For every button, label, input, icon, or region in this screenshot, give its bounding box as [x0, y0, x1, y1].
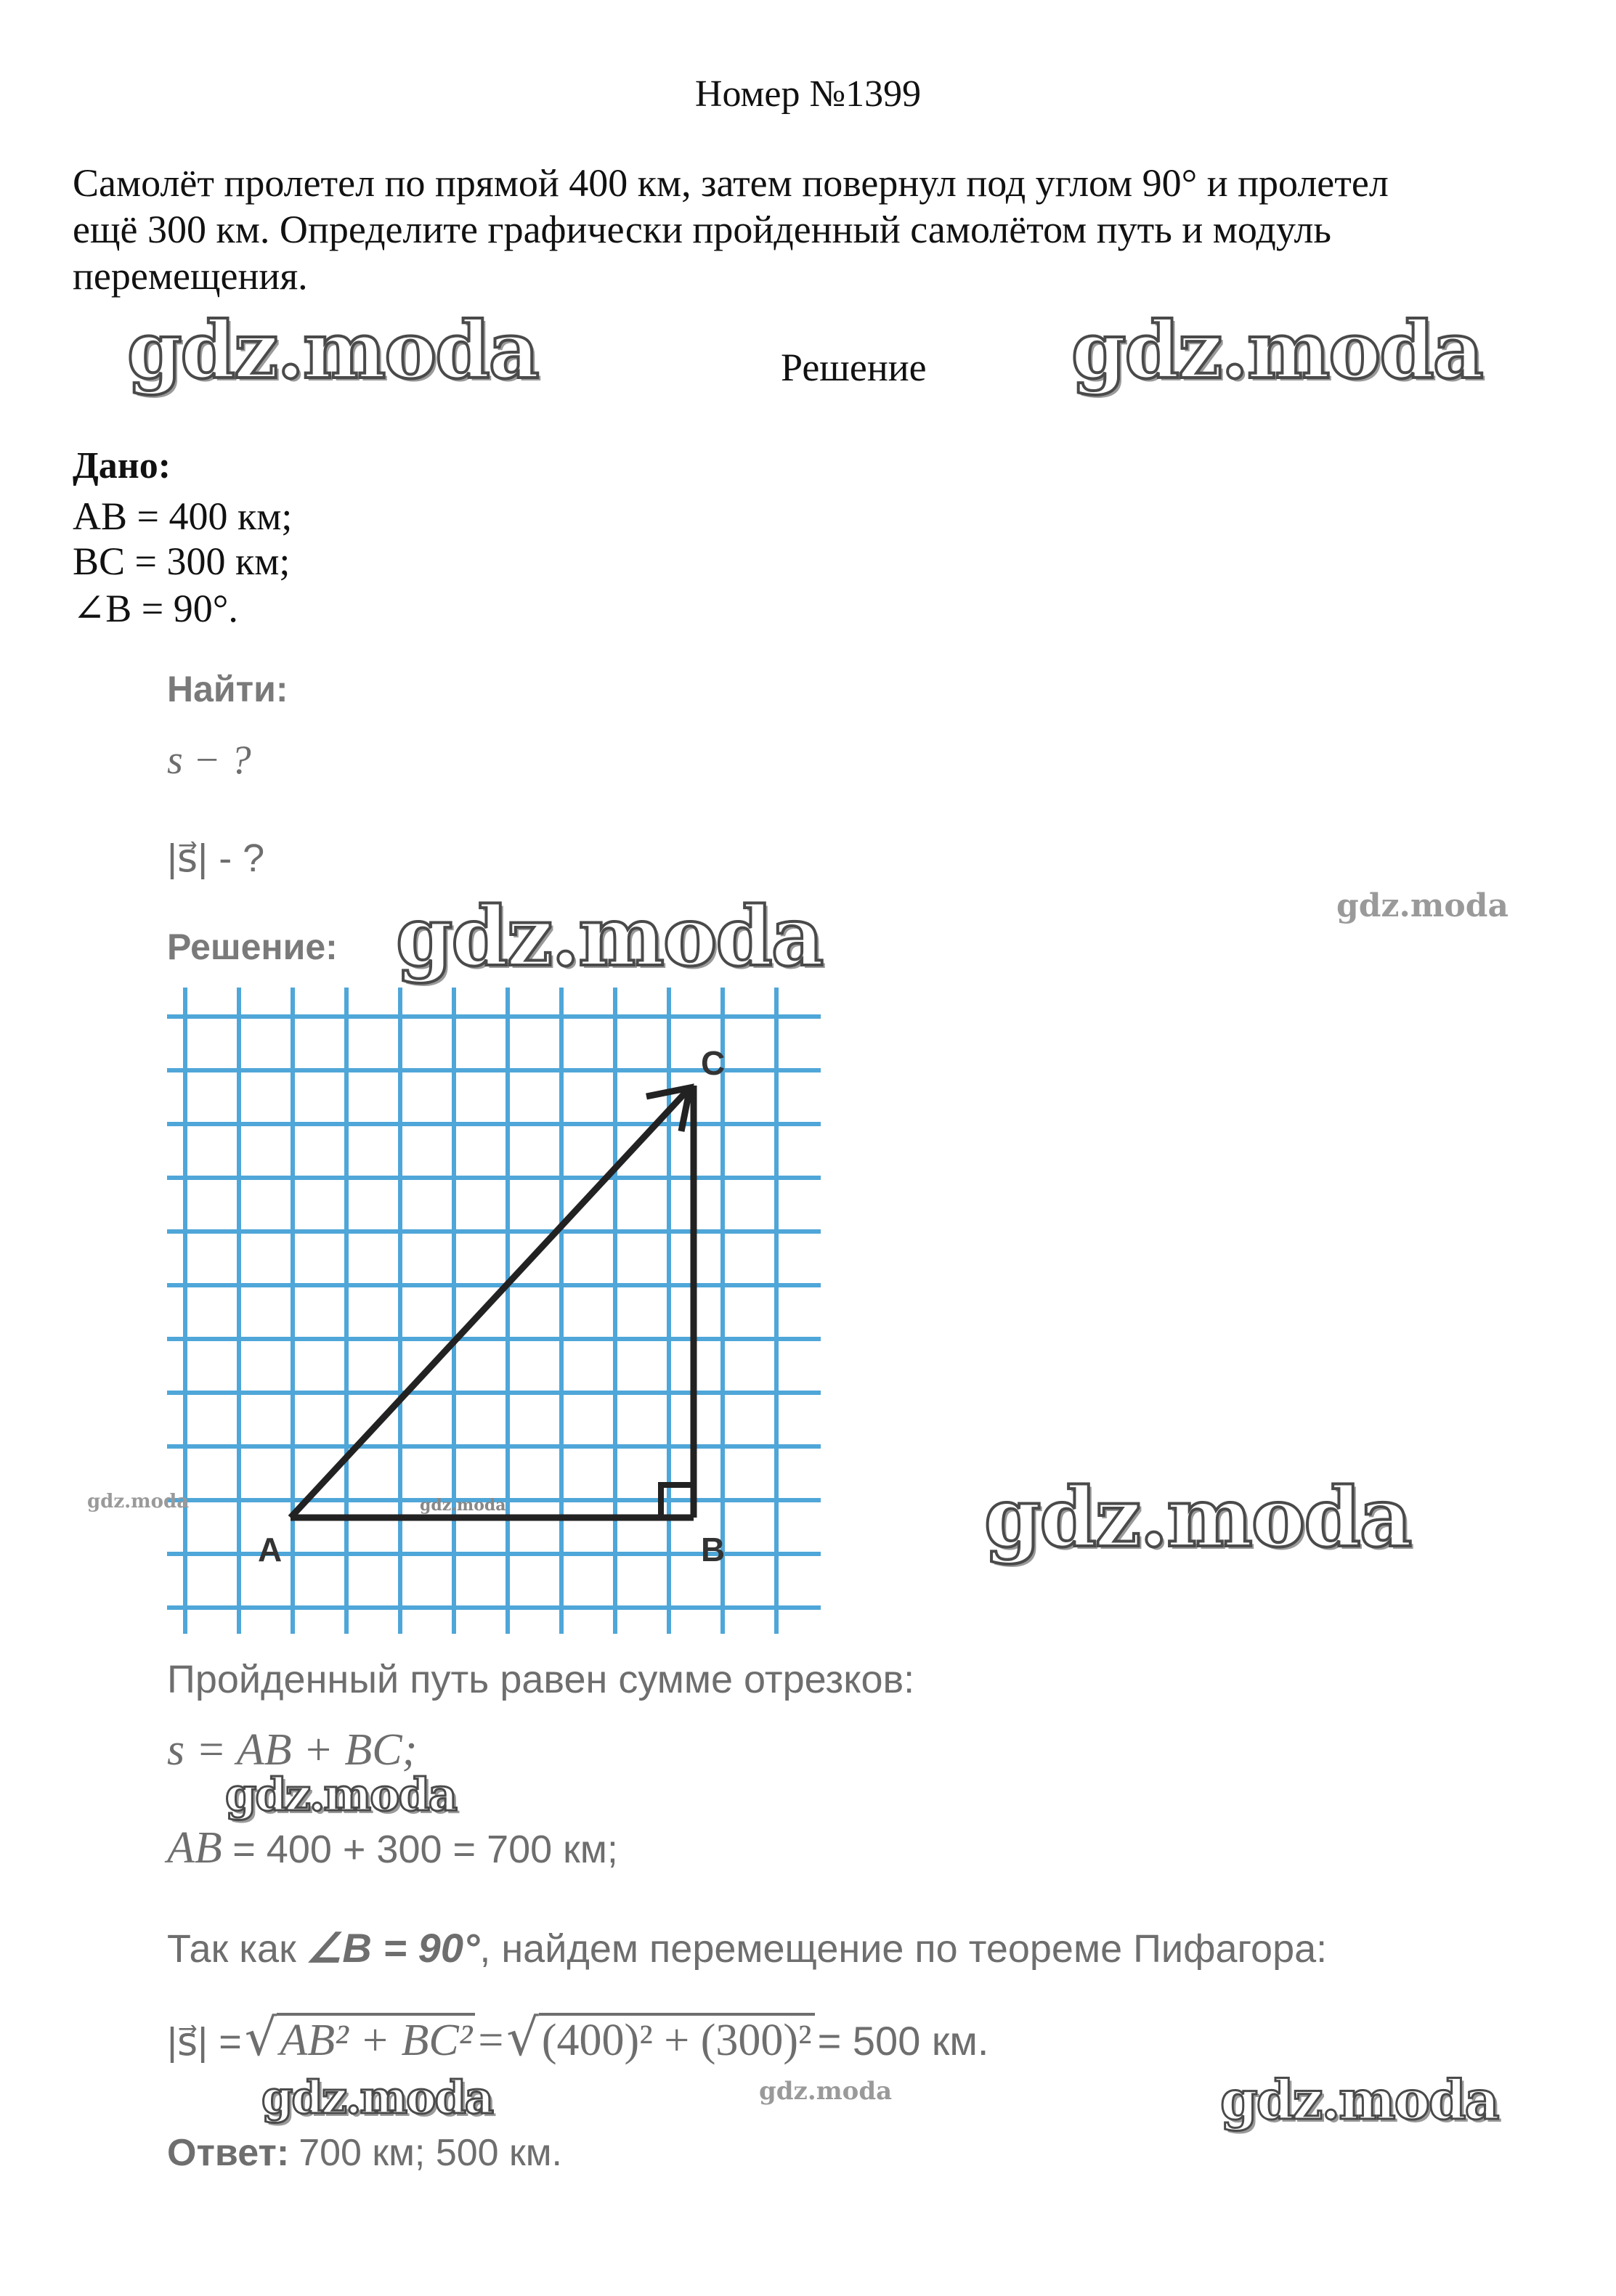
watermark-diagram-right: gdz.moda	[984, 1470, 1411, 1566]
displacement-eq: =	[478, 2016, 504, 2065]
formula-sum-rhs: = 400 + 300 = 700 км;	[232, 1828, 618, 1871]
pythagoras-pre: Так как	[167, 1927, 296, 1971]
find-displacement: |s⃗| - ?	[167, 836, 265, 880]
label-c: C	[701, 1044, 726, 1082]
given-angle: ∠B = 90°.	[73, 587, 238, 630]
vector-ac	[291, 1089, 689, 1518]
answer-text: 700 км; 500 км.	[299, 2132, 562, 2174]
answer-label: Ответ:	[167, 2132, 290, 2174]
watermark-top-right: gdz.moda	[1071, 305, 1482, 396]
solution-label: Решение:	[167, 927, 338, 967]
watermark-bottom-small: gdz.moda	[759, 2077, 893, 2106]
displacement-root-2: (400)² + (300)²	[539, 2013, 815, 2065]
find-s: s − ?	[167, 738, 251, 783]
given-bc: BC = 300 км;	[73, 540, 291, 583]
solution-header: Решение	[781, 346, 927, 389]
watermark-formula: gdz.moda	[225, 1768, 456, 1821]
problem-line-1: Самолёт пролетел по прямой 400 км, затем повернул под углом 90° и пролетел	[73, 161, 1389, 205]
page-title: Номер №1399	[694, 73, 922, 115]
formula-sum-lhs: AB	[167, 1823, 222, 1873]
watermark-small-right: gdz.moda	[1336, 887, 1509, 924]
watermark-solution: gdz.moda	[396, 890, 823, 985]
label-a: A	[258, 1531, 283, 1568]
displacement-root-1: AB² + BC²	[277, 2013, 475, 2065]
watermark-left-small: gdz.moda	[87, 1491, 190, 1513]
watermark-bottom-right: gdz.moda	[1220, 2069, 1498, 2132]
path-text: Пройденный путь равен сумме отрезков:	[167, 1658, 915, 1701]
given-ab: AB = 400 км;	[73, 494, 293, 538]
displacement-result: = 500 км.	[817, 2018, 989, 2064]
problem-line-2: ещё 300 км. Определите графически пройденный самолётом путь и модуль	[73, 208, 1332, 251]
formula-path: s = AB + BC;	[167, 1725, 418, 1775]
problem-statement	[73, 160, 1562, 299]
find-title: Найти:	[167, 669, 288, 709]
answer-line	[167, 2131, 562, 2175]
watermark-bottom-left: gdz.moda	[261, 2071, 492, 2124]
sqrt-icon-2: √	[506, 2008, 539, 2067]
displacement-lhs: |s⃗| =	[167, 2020, 242, 2064]
label-b: B	[701, 1531, 726, 1568]
sqrt-icon: √	[244, 2008, 277, 2067]
pythagoras-post: , найдем перемещение по теореме Пифагора:	[479, 1927, 1328, 1971]
watermark-top-left: gdz.moda	[127, 305, 538, 396]
displacement-formula	[167, 2008, 988, 2067]
pythagoras-angle: ∠B = 90°	[306, 1925, 480, 1971]
watermark-in-diagram: gdz.moda	[420, 1496, 506, 1515]
pythagoras-line	[167, 1924, 1327, 1972]
formula-sum	[167, 1823, 618, 1874]
problem-line-3: перемещения.	[73, 254, 308, 298]
given-title: Дано:	[73, 445, 171, 487]
vector-diagram	[167, 988, 821, 1634]
